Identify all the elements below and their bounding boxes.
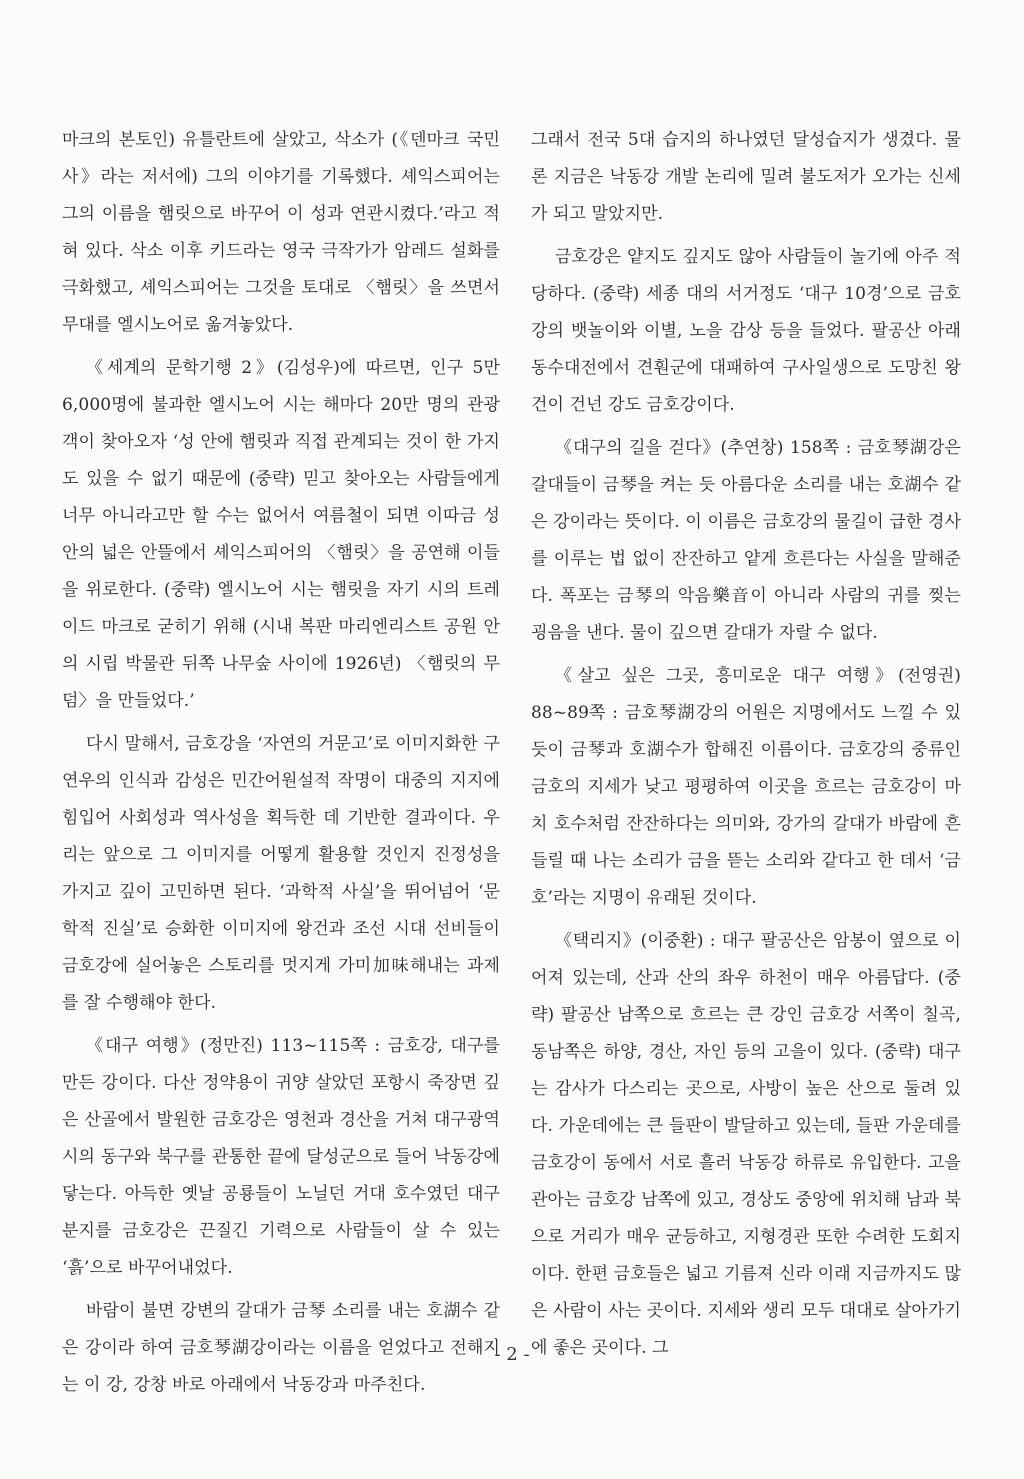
page-number: - 2 - — [494, 1344, 530, 1365]
paragraph: 다시 말해서, 금호강을 ‘자연의 거문고’로 이미지화한 구연우의 인식과 감성은 민간어원설적 작명이 대중의 지지에 힘입어 사회성과 역사성을 획득한 데 기반한 결과이다. 우리는 앞으로 그 이미지를 어떻게 활용할 것인지 진정성을 가지고 깊이 고민하면 된다. ‘과학적 사실’을 뛰어넘어 ‘문학적 진실’로 승화한 이미지에 왕건과 조선 시대 선비들이 금호강에 실어놓은 스토리를 멋지게 가미加味해내는 과제를 잘 수행해야 한다. — [62, 734, 500, 1013]
paragraph: 《대구 여행》(정만진) 113~115쪽 : 금호강, 대구를 만든 강이다. 다산 정약용이 귀양 살았던 포항시 죽장면 깊은 산골에서 발원한 금호강은 영천과 경산을 거쳐 대구광역시의 동구와 북구를 관통한 끝에 달성군으로 들어 낙동강에 닿는다. 아득한 옛날 공룡들이 노닐던 거대 호수였던 대구 분지를 금호강은 끈질긴 기력으로 사람들이 살 수 있는 ‘흙’으로 바꾸어내었다. — [62, 1036, 500, 1278]
paragraph: 바람이 불면 강변의 갈대가 금琴 소리를 내는 호湖수 같은 강이라 하여 금호琴湖강이라는 이름을 얻었다고 전해지는 이 강, 강창 바로 아래에서 낙동강과 마주친다. — [62, 1301, 500, 1395]
paragraph: 《세계의 문학기행 2》(김성우)에 따르면, 인구 5만 6,000명에 불과한 엘시노어 시는 해마다 20만 명의 관광객이 찾아오자 ‘성 안에 햄릿과 직접 관계되는 것이 한 가지도 있을 수 없기 때문에 (중략) 믿고 찾아오는 사람들에게 너무 아니라고만 할 수는 없어서 여름철이 되면 이따금 성 안의 넓은 안뜰에서 셰익스피어의 〈햄릿〉을 공연해 이들을 위로한다. (중략) 엘시노어 시는 햄릿을 자기 시의 트레이드 마크로 굳히기 위해 (시내 복판 마리엔리스트 공원 안의 시립 박물관 뒤쪽 나무숲 사이에 1926년) 〈햄릿의 무덤〉을 만들었다.’ — [62, 358, 500, 711]
paragraph: 마크의 본토인) 유틀란트에 살았고, 삭소가 (《덴마크 국민사》라는 저서에) 그의 이야기를 기록했다. 셰익스피어는 그의 이름을 햄릿으로 바꾸어 이 성과 연관시켰다.’라고 적혀 있다. 삭소 이후 키드라는 영국 극작가가 암레드 설화를 극화했고, 셰익스피어는 그것을 토대로 〈햄릿〉을 쓰면서 무대를 엘시노어로 옮겨놓았다. — [62, 130, 500, 335]
paragraph: 그래서 전국 5대 습지의 하나였던 달성습지가 생겼다. 물론 지금은 낙동강 개발 논리에 밀려 불도저가 오가는 신세가 되고 말았지만. — [531, 130, 961, 224]
right-column — [531, 122, 961, 1373]
paragraph: 금호강은 얕지도 깊지도 않아 사람들이 놀기에 아주 적당하다. (중략) 세종 대의 서거정도 ‘대구 10경’으로 금호강의 뱃놀이와 이별, 노을 감상 등을 들었다. 팔공산 아래 동수대전에서 견훤군에 대패하여 구사일생으로 도망친 왕건이 건넌 강도 금호강이다. — [531, 247, 961, 415]
paragraph: 《택리지》(이중환) : 대구 팔공산은 암봉이 옆으로 이어져 있는데, 산과 산의 좌우 하천이 매우 아름답다. (중략) 팔공산 남쪽으로 흐르는 큰 강인 금호강 서쪽이 칠곡, 동남쪽은 하양, 경산, 자인 등의 고을이 있다. (중략) 대구는 감사가 다스리는 곳으로, 사방이 높은 산으로 둘려 있다. 가운데에는 큰 들판이 발달하고 있는데, 들판 가운데를 금호강이 동에서 서로 흘러 낙동강 하류로 유입한다. 고을 관아는 금호강 남쪽에 있고, 경상도 중앙에 위치해 남과 북으로 거리가 매우 균등하고, 지형경관 또한 수려한 도회지이다. 한편 금호들은 넓고 기름져 신라 이래 지금까지도 많은 사람이 사는 곳이다. 지세와 생리 모두 대대로 살아가기에 좋은 곳이다. 그 — [531, 931, 961, 1358]
paragraph: 《대구의 길을 걷다》(추연창) 158쪽 : 금호琴湖강은 갈대들이 금琴을 켜는 듯 아름다운 소리를 내는 호湖수 같은 강이라는 뜻이다. 이 이름은 금호강의 물길이 급한 경사를 이루는 법 없이 잔잔하고 얕게 흐른다는 사실을 말해준다. 폭포는 금琴의 악음樂音이 아니라 사람의 귀를 찢는 굉음을 낸다. 물이 깊으면 갈대가 자랄 수 없다. — [531, 438, 961, 643]
left-column — [62, 122, 500, 1410]
paragraph: 《살고 싶은 그곳, 흥미로운 대구 여행》(전영권) 88~89쪽 : 금호琴湖강의 어원은 지명에서도 느낄 수 있듯이 금琴과 호湖수가 합해진 이름이다. 금호강의 중류인 금호의 지세가 낮고 평평하여 이곳을 흐르는 금호강이 마치 호수처럼 잔잔하다는 의미와, 강가의 갈대가 바람에 흔들릴 때 나는 소리가 금을 뜯는 소리와 같다고 한 데서 ‘금호’라는 지명이 유래된 것이다. — [531, 666, 961, 908]
